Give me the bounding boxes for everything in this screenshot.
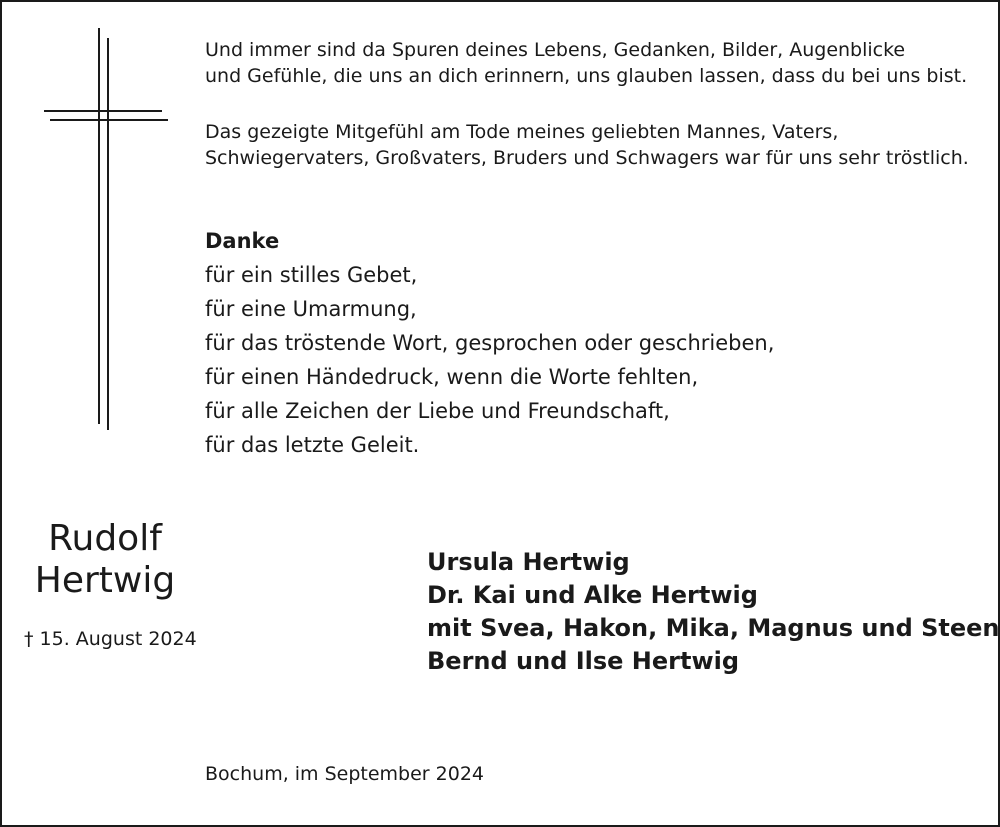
intro-line: und Gefühle, die uns an dich erinnern, uns glauben lassen, dass du bei uns bist. <box>205 65 968 87</box>
death-date: † 15. August 2024 <box>24 628 197 650</box>
thanks-line: für eine Umarmung, <box>205 297 417 321</box>
thanks-line: für ein stilles Gebet, <box>205 263 418 287</box>
deceased-last-name: Hertwig <box>34 560 176 601</box>
sympathy-line: Schwiegervaters, Großvaters, Bruders und Schwagers war für uns sehr tröstlich. <box>205 147 969 169</box>
family-line: mit Svea, Hakon, Mika, Magnus und Steen <box>427 614 1000 642</box>
family-line: Dr. Kai und Alke Hertwig <box>427 581 758 609</box>
thanks-line: für das tröstende Wort, gesprochen oder geschrieben, <box>205 331 775 355</box>
thanks-block <box>205 224 774 462</box>
sympathy-text <box>205 119 969 171</box>
intro-line: Und immer sind da Spuren deines Lebens, Gedanken, Bilder, Augenblicke <box>205 39 906 61</box>
thanks-line: für alle Zeichen der Liebe und Freundschaft, <box>205 399 670 423</box>
intro-verse <box>205 37 967 89</box>
sympathy-line: Das gezeigte Mitgefühl am Tode meines geliebten Mannes, Vaters, <box>205 121 839 143</box>
family-signatures <box>427 546 1000 678</box>
family-line: Bernd und Ilse Hertwig <box>427 647 740 675</box>
thanks-line: für einen Händedruck, wenn die Worte fehlten, <box>205 365 699 389</box>
cross-icon <box>44 28 168 430</box>
thanks-line: für das letzte Geleit. <box>205 433 420 457</box>
thanks-title: Danke <box>205 229 280 253</box>
deceased-first-name: Rudolf <box>48 518 162 559</box>
deceased-name <box>2 518 208 602</box>
place-date: Bochum, im September 2024 <box>205 763 485 785</box>
family-line: Ursula Hertwig <box>427 548 630 576</box>
